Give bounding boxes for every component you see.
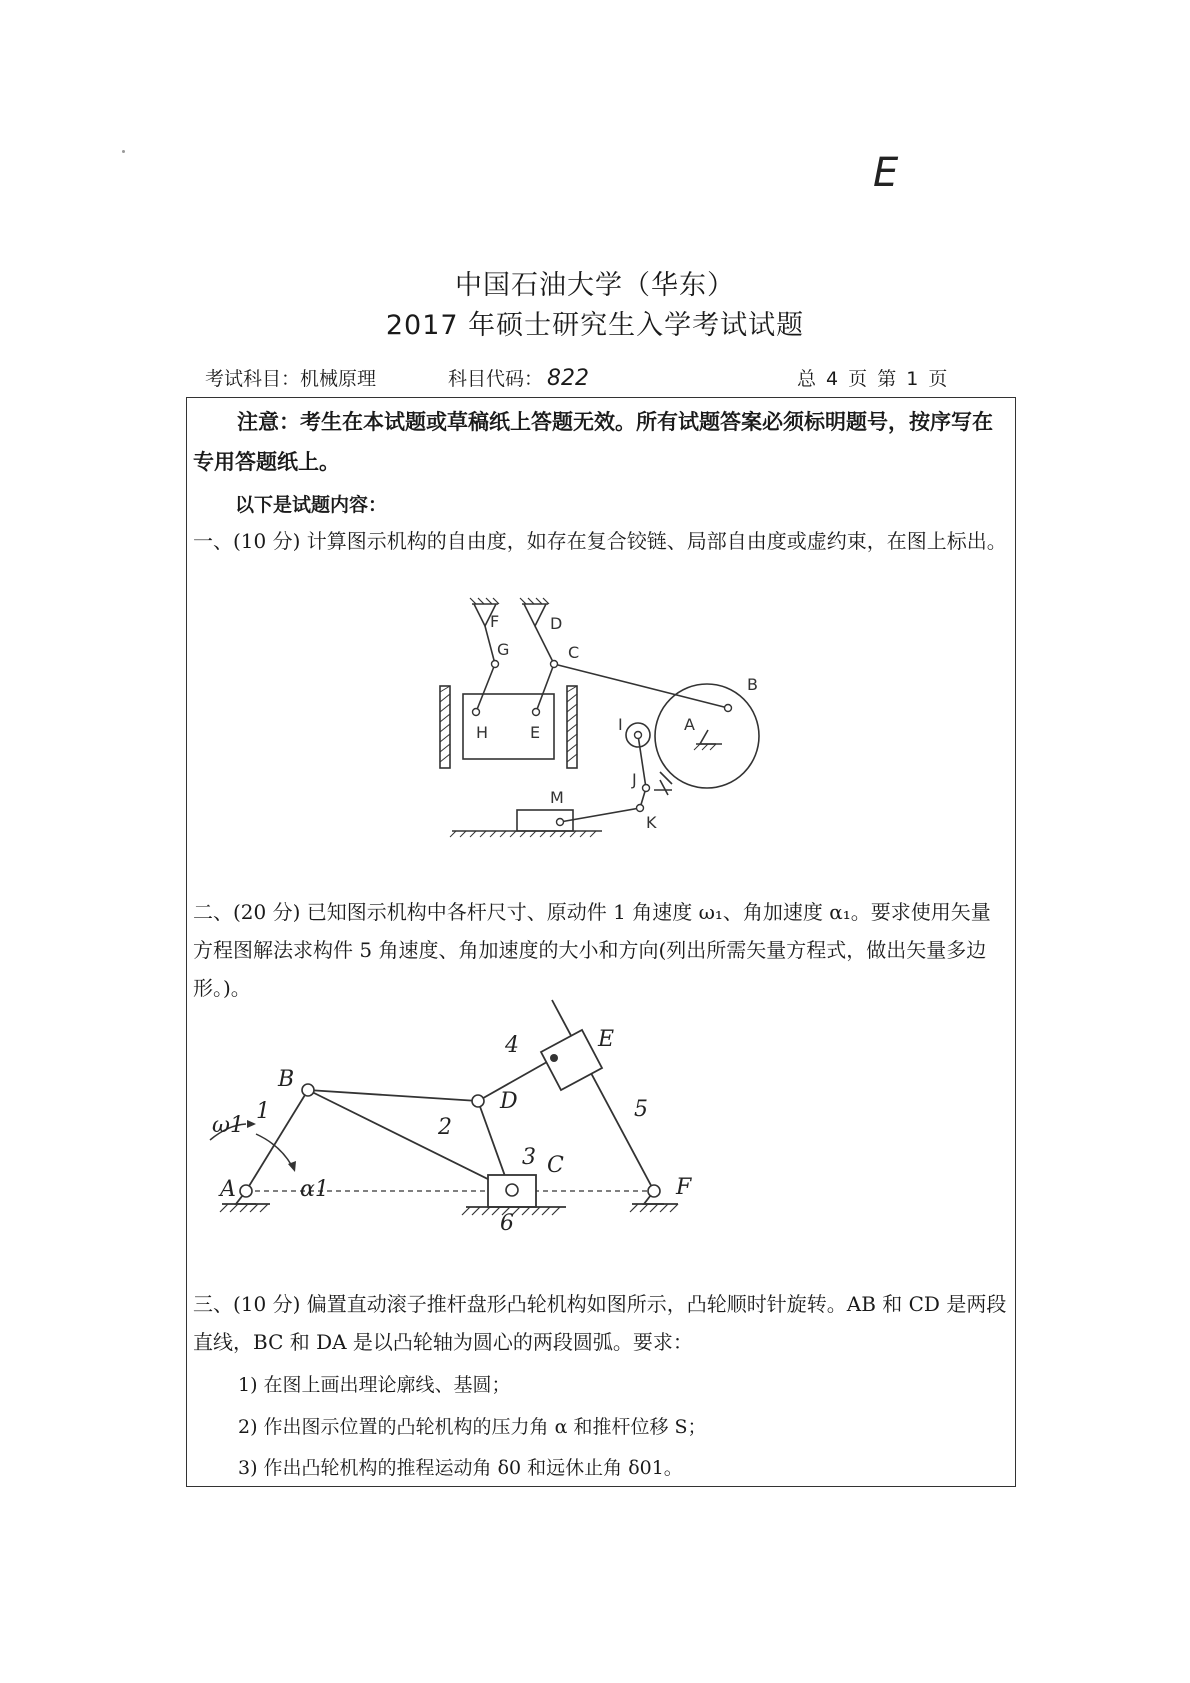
fig1-label-D: D bbox=[550, 614, 563, 633]
subject-code-value: 822 bbox=[547, 366, 590, 391]
fig1-label-A: A bbox=[684, 715, 695, 734]
content-subtitle: 以下是试题内容： bbox=[235, 494, 388, 516]
fig2-label-F: F bbox=[676, 1175, 692, 1200]
fig1-label-F: F bbox=[490, 612, 500, 631]
fig2-label-D: D bbox=[500, 1089, 518, 1114]
fig2-label-4: 4 bbox=[505, 1033, 519, 1058]
fig2-label-B: B bbox=[278, 1067, 295, 1092]
page-count: 总 4 页 第 1 页 bbox=[797, 368, 950, 390]
question-3-item-1: 1) 在图上画出理论廓线、基圆； bbox=[238, 1374, 511, 1396]
question-2-text: 二、(20 分) 已知图示机构中各杆尺寸、原动件 1 角速度 ω₁、角加速度 α₁。要求使用矢量方程图解法求构件 5 角速度、角加速度的大小和方向(列出所需矢量方程式，做出矢量多边形。)。 bbox=[193, 900, 991, 1000]
fig2-label-C: C bbox=[547, 1153, 564, 1178]
fig1-label-K: K bbox=[646, 813, 657, 832]
fig1-label-M: M bbox=[550, 788, 564, 807]
fig2-label-A: A bbox=[220, 1177, 236, 1202]
fig1-label-G: G bbox=[497, 640, 510, 659]
handwritten-version-mark: E bbox=[873, 150, 899, 196]
fig1-label-C: C bbox=[568, 643, 580, 662]
question-3-item-3: 3) 作出凸轮机构的推程运动角 δ0 和远休止角 δ01。 bbox=[238, 1457, 683, 1479]
fig1-label-I: I bbox=[618, 715, 623, 734]
fig2-label-6: 6 bbox=[500, 1211, 514, 1236]
fig2-label-3: 3 bbox=[522, 1145, 536, 1170]
fig1-label-J: J bbox=[632, 770, 637, 789]
exam-title: 2017 年硕士研究生入学考试试题 bbox=[385, 310, 805, 341]
fig2-label-1: 1 bbox=[256, 1099, 270, 1124]
notice-text: 注意：考生在本试题或草稿纸上答题无效。所有试题答案必须标明题号，按序写在专用答题纸上。 bbox=[193, 410, 993, 474]
fig2-label-alpha: α1 bbox=[300, 1177, 329, 1202]
fig1-label-E: E bbox=[530, 723, 541, 742]
university-title: 中国石油大学（华东） bbox=[455, 270, 735, 301]
fig2-label-E: E bbox=[598, 1027, 615, 1052]
question-3-item-2: 2) 作出图示位置的凸轮机构的压力角 α 和推杆位移 S； bbox=[238, 1416, 707, 1438]
fig2-label-2: 2 bbox=[438, 1115, 452, 1140]
fig2-label-omega: ω1 bbox=[212, 1113, 244, 1138]
fig2-label-5: 5 bbox=[634, 1097, 648, 1122]
fig1-label-B: B bbox=[747, 675, 758, 694]
question-1-text: 一、(10 分) 计算图示机构的自由度，如存在复合铰链、局部自由度或虚约束，在图上标出。 bbox=[193, 529, 1007, 553]
subject-code-label: 科目代码： bbox=[448, 368, 544, 390]
question-3-text: 三、(10 分) 偏置直动滚子推杆盘形凸轮机构如图所示，凸轮顺时针旋转。AB 和 CD 是两段直线，BC 和 DA 是以凸轮轴为圆心的两段圆弧。要求： bbox=[193, 1292, 1007, 1354]
exam-subject: 考试科目：机械原理 bbox=[205, 368, 377, 390]
fig1-label-H: H bbox=[476, 723, 489, 742]
